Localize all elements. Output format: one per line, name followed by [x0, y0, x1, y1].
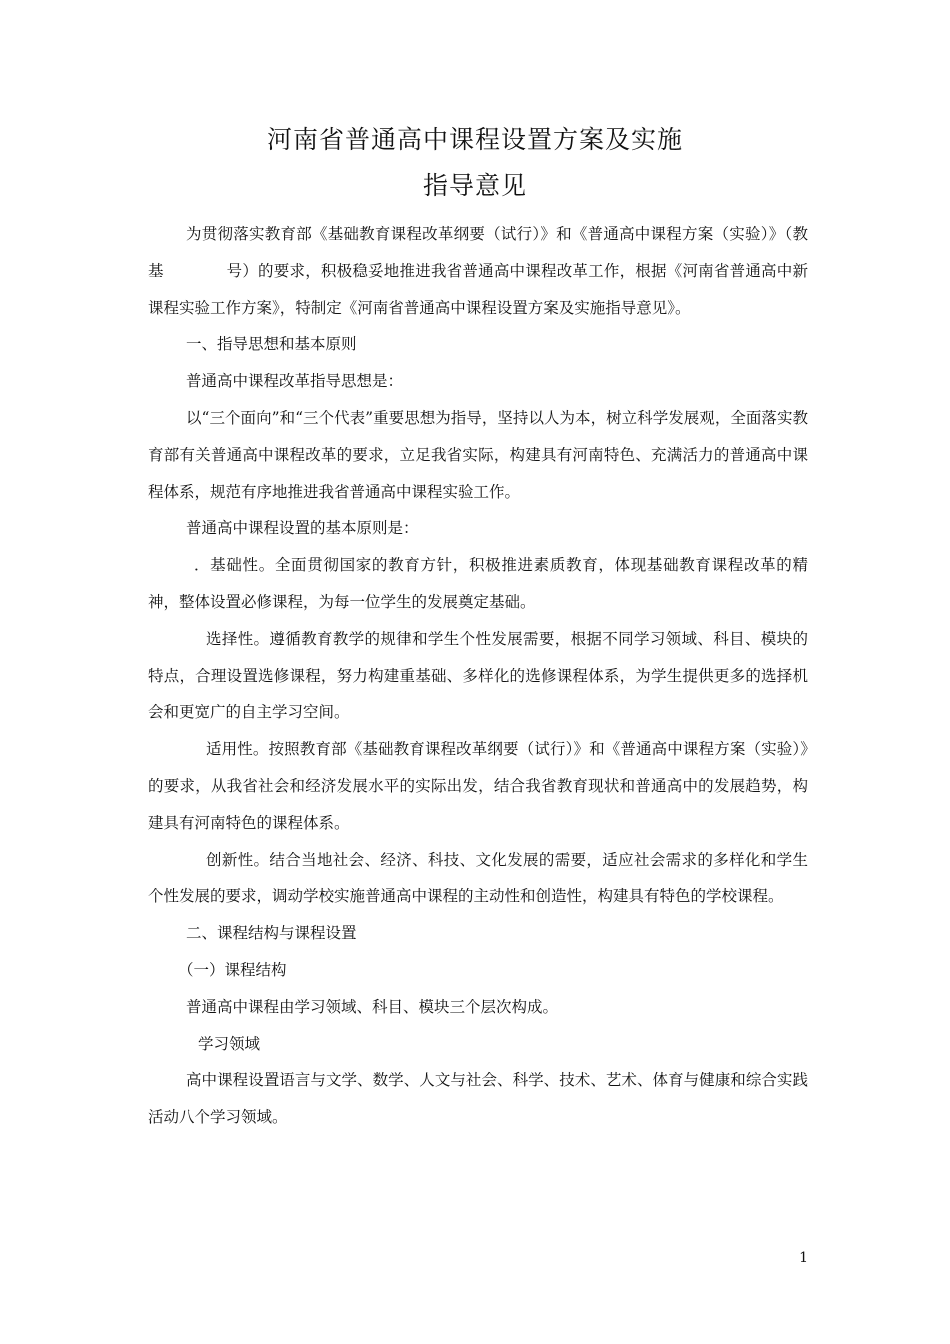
paragraph-principles-heading: 普通高中课程设置的基本原则是： — [186, 519, 419, 538]
paragraph-principle-applicability: 适用性。按照教育部《基础教育课程改革纲要（试行）》和《普通高中课程方案（实验）》的要求，从我省社会和经济发展水平的实际出发，结合我省教育现状和普通高中的发展趋势，构建具有河南特色的课程体系。 — [148, 740, 808, 832]
paragraph-principle-choice: 选择性。遵循教育教学的规律和学生个性发展需要，根据不同学习领域、科目、模块的特点，合理设置选修课程，努力构建重基础、多样化的选修课程体系，为学生提供更多的选择机会和更宽广的自主学习空间。 — [148, 629, 808, 722]
section-heading-2: 二、课程结构与课程设置 — [186, 924, 357, 943]
section-heading-1: 一、指导思想和基本原则 — [186, 335, 357, 354]
subsection-heading-1: （一）课程结构 — [178, 960, 287, 979]
paragraph-guiding-thought: 以“三个面向”和“三个代表”重要思想为指导，坚持以人为本，树立科学发展观，全面落实教育部有关普通高中课程改革的要求，立足我省实际，构建具有河南特色、充满活力的普通高中课程体系，规范有序地推进我省普通高中课程实验工作。 — [148, 408, 808, 501]
paragraph-guiding-thought-heading: 普通高中课程改革指导思想是： — [186, 372, 404, 391]
document-title-line2: 指导意见 — [422, 171, 527, 200]
paragraph-learning-domains: 高中课程设置语言与文学、数学、人文与社会、科学、技术、艺术、体育与健康和综合实践活动八个学习领域。 — [148, 1071, 808, 1127]
paragraph-principle-basic: ．基础性。全面贯彻国家的教育方针，积极推进素质教育，体现基础教育课程改革的精神，整体设置必修课程，为每一位学生的发展奠定基础。 — [148, 556, 808, 611]
paragraph-structure: 普通高中课程由学习领域、科目、模块三个层次构成。 — [186, 997, 559, 1016]
subheading-learning-domain: 学习领域 — [198, 1034, 261, 1053]
paragraph-principle-innovation: 创新性。结合当地社会、经济、科技、文化发展的需要，适应社会需求的多样化和学生个性发展的要求，调动学校实施普通高中课程的主动性和创造性，构建具有特色的学校课程。 — [148, 850, 808, 906]
page-number: 1 — [799, 1250, 808, 1266]
document-title-line1: 河南省普通高中课程设置方案及实施 — [266, 125, 683, 154]
paragraph-intro: 为贯彻落实教育部《基础教育课程改革纲要（试行）》和《普通高中课程方案（实验）》（教基 号）的要求，积极稳妥地推进我省普通高中课程改革工作，根据《河南省普通高中新课程实验工作方案》，特制定《河南省普通高中课程设置方案及实施指导意见》。 — [148, 225, 808, 317]
document-body — [148, 216, 808, 1136]
